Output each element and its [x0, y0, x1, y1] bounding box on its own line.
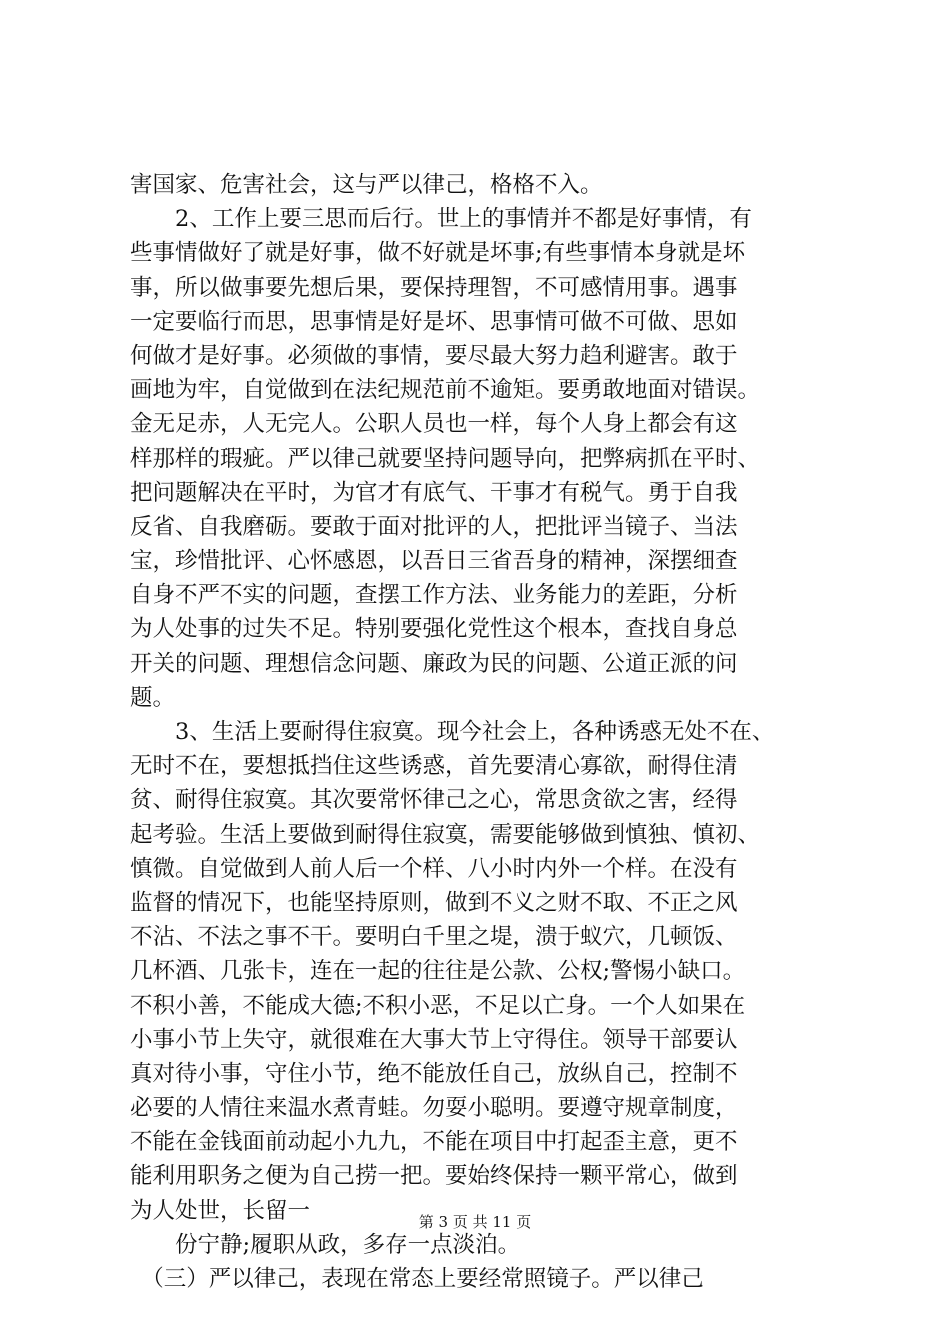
text-line: 几杯酒、几张卡，连在一起的往往是公款、公权;警惕小缺口。 — [130, 958, 746, 985]
text-line: 份宁静;履职从政，多存一点淡泊。 — [130, 1231, 521, 1258]
text-line: 起考验。生活上要做到耐得住寂寞，需要能够做到慎独、慎初、 — [130, 821, 761, 848]
text-line: 监督的情况下，也能坚持原则，做到不义之财不取、不正之风 — [130, 889, 738, 916]
text-line: 自身不严不实的问题，查摆工作方法、业务能力的差距，分析 — [130, 582, 738, 609]
page-footer — [0, 1212, 950, 1232]
text-line: 不积小善，不能成大德;不积小恶，不足以亡身。一个人如果在 — [130, 992, 746, 1019]
text-line: 画地为牢，自觉做到在法纪规范前不逾矩。要勇敢地面对错误。 — [130, 377, 761, 404]
text-line: 为人处世，长留一 — [130, 1197, 311, 1224]
text-line: 何做才是好事。必须做的事情，要尽最大努力趋利避害。敢于 — [130, 342, 738, 369]
text-line: 反省、自我磨砺。要敢于面对批评的人，把批评当镜子、当法 — [130, 513, 738, 540]
text-line: 慎微。自觉做到人前人后一个样、八小时内外一个样。在没有 — [130, 855, 738, 882]
text-line: 一定要临行而思，思事情是好是坏、思事情可做不可做、思如 — [130, 308, 738, 335]
text-line: 无时不在，要想抵挡住这些诱惑，首先要清心寡欲，耐得住清 — [130, 753, 738, 780]
text-line: 小事小节上失守，就很难在大事大节上守得住。领导干部要认 — [130, 1026, 738, 1053]
text-line: 金无足赤，人无完人。公职人员也一样，每个人身上都会有这 — [130, 411, 738, 438]
text-line: 开关的问题、理想信念问题、廉政为民的问题、公道正派的问 — [130, 650, 738, 677]
text-line: 能利用职务之便为自己捞一把。要始终保持一颗平常心，做到 — [130, 1163, 738, 1190]
text-line: （三）严以律己，表现在常态上要经常照镜子。严以律己 — [130, 1266, 704, 1292]
text-line: 宝，珍惜批评、心怀感恩，以吾日三省吾身的精神，深摆细查 — [130, 548, 738, 575]
text-line: 不沾、不法之事不干。要明白千里之堤，溃于蚁穴，几顿饭、 — [130, 924, 738, 951]
text-line: 为人处事的过失不足。特别要强化党性这个根本，查找自身总 — [130, 616, 738, 643]
text-line: 样那样的瑕疵。严以律己就要坚持问题导向，把弊病抓在平时、 — [130, 445, 761, 472]
text-line: 真对待小事，守住小节，绝不能放任自己，放纵自己，控制不 — [130, 1060, 738, 1087]
text-line: 2、工作上要三思而后行。世上的事情并不都是好事情，有 — [130, 206, 752, 233]
text-line: 题。 — [130, 684, 176, 711]
text-line: 贫、耐得住寂寞。其次要常怀律己之心，常思贪欲之害，经得 — [130, 787, 738, 814]
text-line: 不能在金钱面前动起小九九，不能在项目中打起歪主意，更不 — [130, 1129, 738, 1156]
text-line: 害国家、危害社会，这与严以律己，格格不入。 — [130, 172, 603, 198]
text-line: 事，所以做事要先想后果，要保持理智，不可感情用事。遇事 — [130, 274, 738, 301]
text-line: 必要的人情往来温水煮青蛙。勿耍小聪明。要遵守规章制度， — [130, 1095, 738, 1122]
text-line: 3、生活上要耐得住寂寞。现今社会上，各种诱惑无处不在、 — [130, 719, 775, 745]
document-body — [130, 168, 830, 1296]
text-line: 把问题解决在平时，为官才有底气、干事才有税气。勇于自我 — [130, 479, 738, 506]
text-line: 些事情做好了就是好事，做不好就是坏事;有些事情本身就是坏 — [130, 240, 746, 267]
page-number: 第 3 页 共 11 页 — [418, 1213, 532, 1231]
